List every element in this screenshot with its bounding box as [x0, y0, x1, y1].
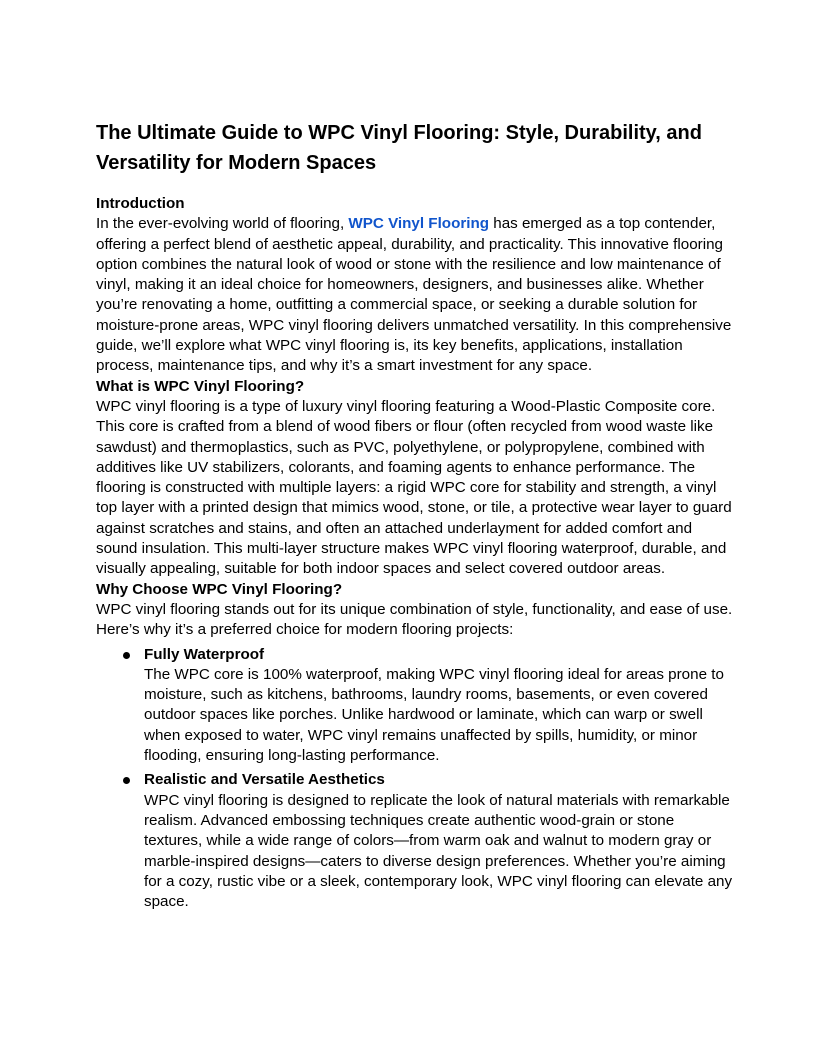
bullet-icon	[123, 777, 130, 784]
list-item-body: WPC vinyl flooring is designed to replicate the look of natural materials with remarkable realism. Advanced embossing techniques create authentic wood-grain or stone textures, while a wide range of colors—from warm oak and walnut to modern gray or marble-inspired designs—caters to diverse design preferences. Whether you’re aiming for a cozy, rustic vibe or a sleek, contemporary look, WPC vinyl flooring can elevate any space.	[144, 791, 733, 911]
why-choose-paragraph: WPC vinyl flooring stands out for its unique combination of style, functionality, and ease of use. Here’s why it’s a preferred choice for modern flooring projects:	[96, 600, 733, 639]
introduction-paragraph	[96, 214, 736, 376]
what-is-heading: What is WPC Vinyl Flooring?	[96, 377, 305, 395]
list-item-body: The WPC core is 100% waterproof, making WPC vinyl flooring ideal for areas prone to moisture, such as kitchens, bathrooms, laundry rooms, basements, or even covered outdoor spaces like porches. Unlike hardwood or laminate, which can warp or swell when exposed to water, WPC vinyl remains unaffected by spills, humidity, or minor flooding, ensuring long-lasting performance.	[144, 665, 724, 765]
what-is-paragraph: WPC vinyl flooring is a type of luxury vinyl flooring featuring a Wood-Plastic Composite core. This core is crafted from a blend of wood fibers or flour (often recycled from wood waste like sawdust) and thermoplastics, such as PVC, polyethylene, or polypropylene, combined with additives like UV stabilizers, colorants, and foaming agents to enhance performance. The flooring is constructed with multiple layers: a rigid WPC core for stability and strength, a vinyl top layer with a printed design that mimics wood, stone, or tile, a protective wear layer to guard against scratches and stains, and often an attached underlayment for added comfort and sound insulation. This multi-layer structure makes WPC vinyl flooring waterproof, durable, and visually appealing, suitable for both indoor spaces and select covered outdoor areas.	[96, 397, 732, 578]
list-item	[96, 645, 736, 767]
introduction-heading: Introduction	[96, 195, 185, 212]
list-item-title: Realistic and Versatile Aesthetics	[144, 771, 385, 789]
why-choose-heading: Why Choose WPC Vinyl Flooring?	[96, 580, 343, 598]
list-item	[96, 770, 736, 912]
benefits-list	[96, 645, 736, 913]
intro-text-after-link: has emerged as a top contender, offering a perfect blend of aesthetic appeal, durability, and practicality. This innovative flooring option combines the natural look of wood or stone with the resilience and low maintenance of vinyl, making it an ideal choice for homeowners, designers, and businesses alike. Whether you’re renovating a home, outfitting a commercial space, or seeking a durable solution for moisture-prone areas, WPC vinyl flooring delivers unmatched versatility. In this comprehensive guide, we’ll explore what WPC vinyl flooring is, its key benefits, applications, installation process, maintenance tips, and why it’s a smart investment for any space.	[96, 215, 732, 375]
document-page	[96, 118, 736, 916]
intro-text-before-link: In the ever-evolving world of flooring,	[96, 215, 349, 233]
list-item-title: Fully Waterproof	[144, 645, 265, 663]
bullet-icon	[123, 652, 130, 659]
wpc-vinyl-flooring-link[interactable]: WPC Vinyl Flooring	[348, 215, 490, 233]
document-title: The Ultimate Guide to WPC Vinyl Flooring: Style, Durability, and Versatility for Modern Spaces	[96, 122, 702, 174]
